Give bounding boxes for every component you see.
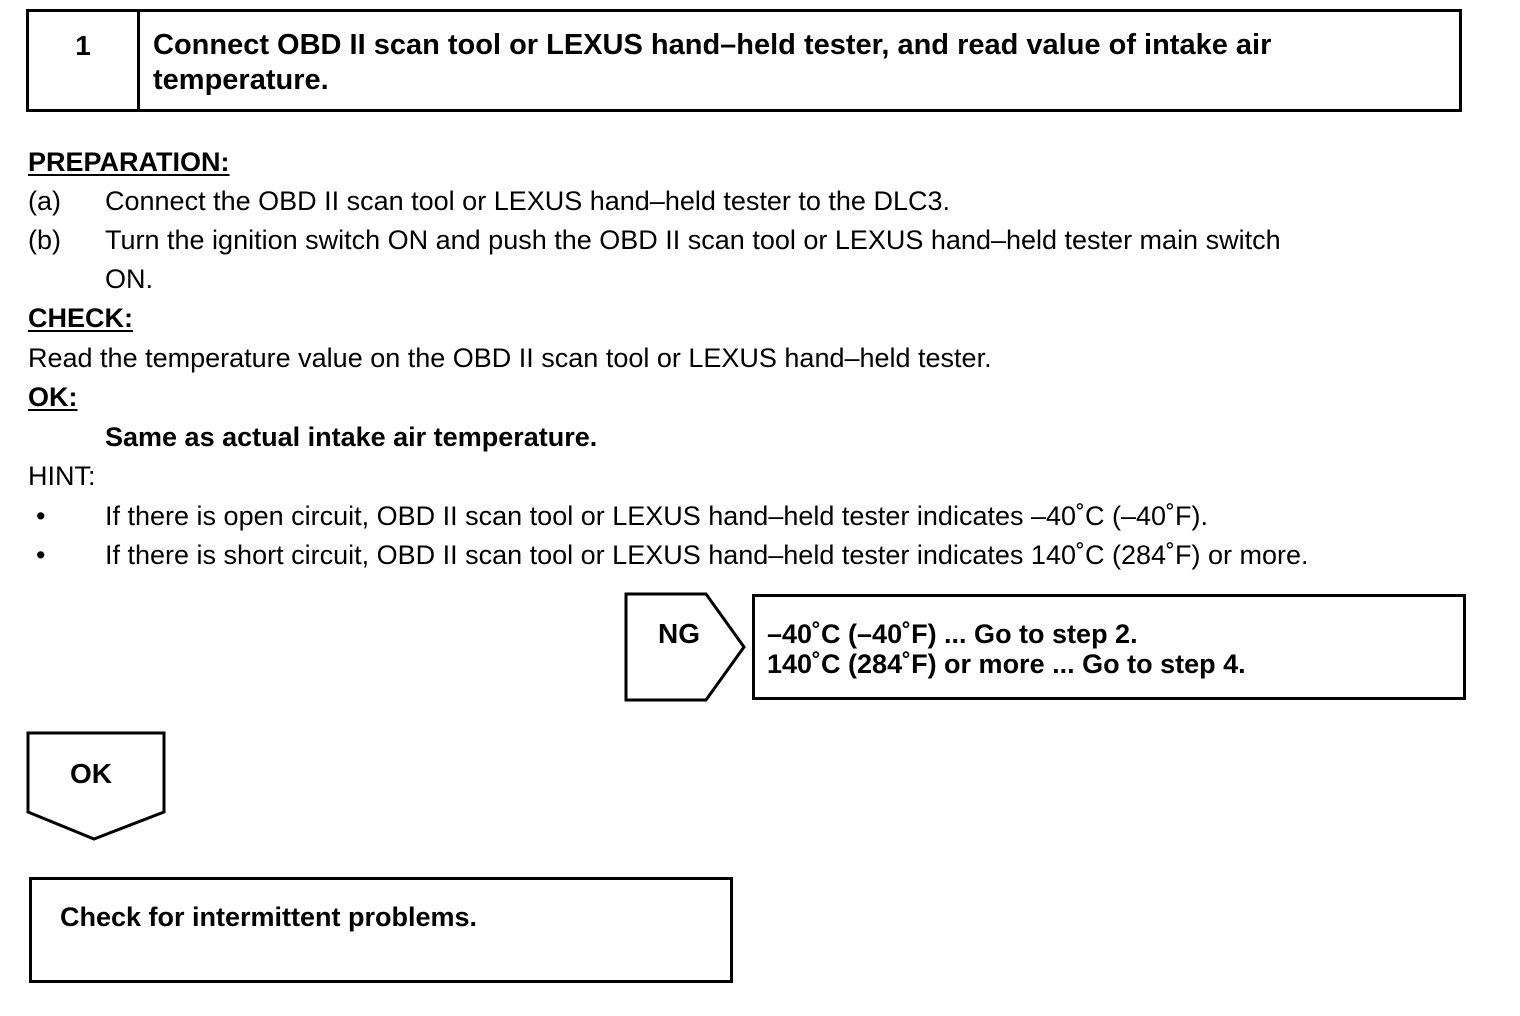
prep-item-b-text-cont: ON. <box>105 264 154 294</box>
ng-result-box <box>752 594 1466 700</box>
check-heading: CHECK: <box>28 303 133 333</box>
ok-heading: OK: <box>28 382 78 412</box>
prep-item-b-marker: (b) <box>28 225 61 255</box>
ok-spec-text: Same as actual intake air temperature. <box>105 422 598 452</box>
hint-item-1-text: If there is open circuit, OBD II scan tool or LEXUS hand–held tester indicates –40˚C (–40˚F). <box>105 501 1209 531</box>
preparation-heading: PREPARATION: <box>28 147 230 177</box>
prep-item-a-text: Connect the OBD II scan tool or LEXUS hand–held tester to the DLC3. <box>105 186 950 216</box>
step-number-cell <box>29 12 140 109</box>
prep-item-a-marker: (a) <box>28 186 61 216</box>
ok-result-text: Check for intermittent problems. <box>60 902 478 932</box>
ng-result-line-2: 140˚C (284˚F) or more ... Go to step 4. <box>767 649 1246 679</box>
prep-item-b-text: Turn the ignition switch ON and push the OBD II scan tool or LEXUS hand–held tester main switch <box>105 225 1281 255</box>
ng-result-line-1: –40˚C (–40˚F) ... Go to step 2. <box>767 619 1138 649</box>
hint-heading: HINT: <box>28 461 96 491</box>
ng-label: NG <box>658 618 700 649</box>
ok-result-box <box>29 877 733 983</box>
hint-item-2-text: If there is short circuit, OBD II scan tool or LEXUS hand–held tester indicates 140˚C (284˚F) or more. <box>105 540 1309 570</box>
step-number: 1 <box>75 30 91 61</box>
step-header-box <box>26 9 1462 112</box>
hint-bullet-1: • <box>36 501 46 531</box>
hint-bullet-2: • <box>36 540 46 570</box>
step-title: Connect OBD II scan tool or LEXUS hand–held tester, and read value of intake air temperature. <box>153 29 1272 96</box>
check-text: Read the temperature value on the OBD II scan tool or LEXUS hand–held tester. <box>28 343 992 373</box>
ok-label: OK <box>70 758 112 789</box>
